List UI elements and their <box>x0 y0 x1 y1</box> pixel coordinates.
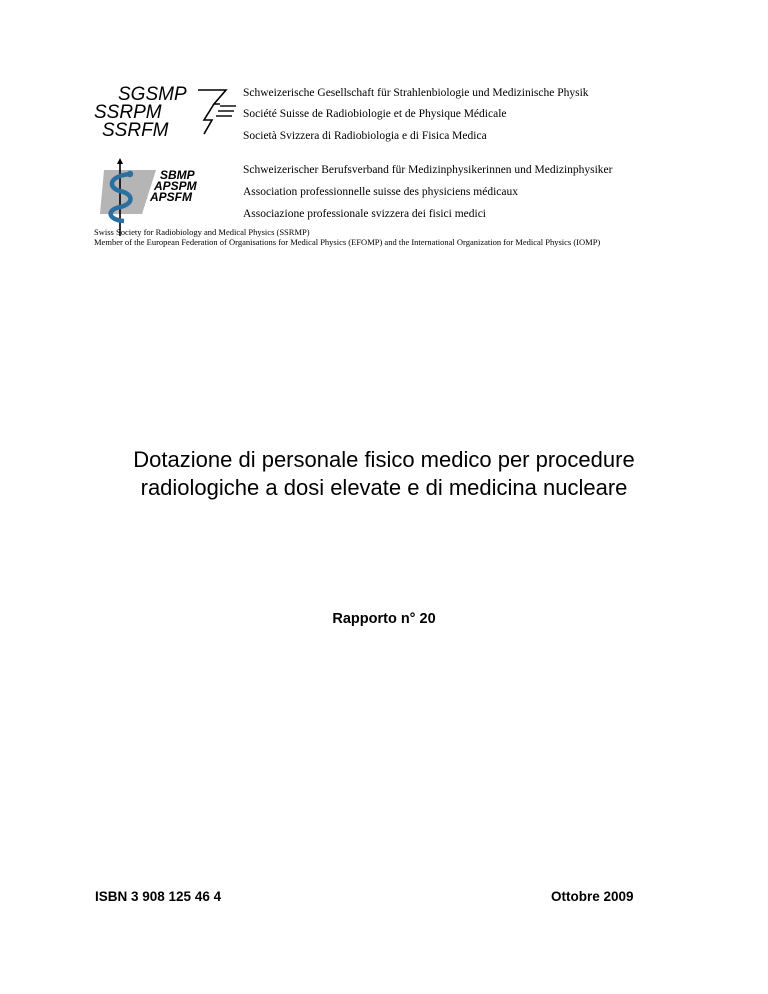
sbmp-logo-line-2: APSPM <box>154 179 197 193</box>
sbmp-logo-line-3: APSFM <box>150 190 192 204</box>
association-name-fr: Association professionnelle suisse des physiciens médicaux <box>243 186 518 198</box>
sbmp-logo <box>100 158 220 238</box>
association-name-de: Schweizerischer Berufsverband für Medizinphysikerinnen und Medizinphysiker <box>243 164 613 176</box>
publication-date: Ottobre 2009 <box>551 889 634 904</box>
sgsmp-logo <box>90 84 238 142</box>
document-title-line-1: Dotazione di personale fisico medico per procedure <box>133 447 635 472</box>
document-title <box>0 446 768 502</box>
society-name-fr: Société Suisse de Radiobiologie et de Physique Médicale <box>243 108 507 120</box>
affiliation-line-2: Member of the European Federation of Organisations for Medical Physics (EFOMP) and the International Organization for Medical Physics (IOMP) <box>94 237 601 247</box>
sbmp-logo-line-1: SBMP <box>160 168 195 182</box>
sgsmp-logo-line-1: SGSMP <box>118 84 187 105</box>
sgsmp-logo-line-3: SSRFM <box>102 120 169 141</box>
society-name-it: Società Svizzera di Radiobiologia e di Fisica Medica <box>243 130 487 142</box>
swiss-cross-line-icon <box>184 84 244 142</box>
society-name-de: Schweizerische Gesellschaft für Strahlenbiologie und Medizinische Physik <box>243 87 589 99</box>
document-title-line-2: radiologiche a dosi elevate e di medicina nucleare <box>140 475 628 500</box>
report-number: Rapporto n° 20 <box>332 611 436 627</box>
association-name-it: Associazione professionale svizzera dei fisici medici <box>243 208 487 220</box>
affiliation-line-1: Swiss Society for Radiobiology and Medical Physics (SSRMP) <box>94 227 310 237</box>
isbn: ISBN 3 908 125 46 4 <box>95 889 222 904</box>
sgsmp-logo-line-2: SSRPM <box>94 102 162 123</box>
